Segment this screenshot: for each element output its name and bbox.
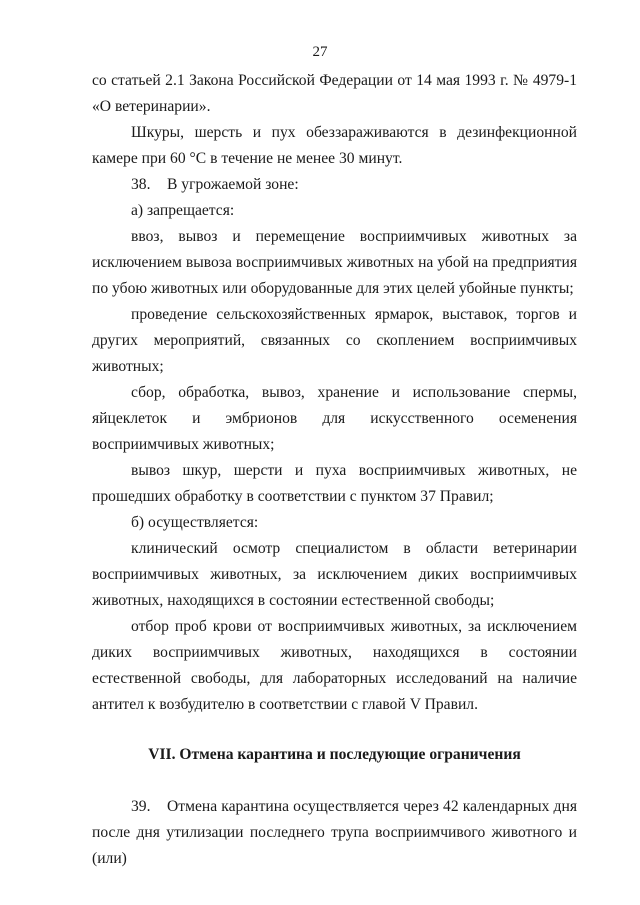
paragraph: проведение сельскохозяйственных ярмарок, выставок, торгов и других мероприятий, связанных со скоплением восприимчивых животных;	[92, 306, 577, 375]
section-heading: VII. Отмена карантина и последующие ограничения	[148, 746, 521, 763]
paragraph: а) запрещается:	[131, 202, 235, 219]
page-number: 27	[312, 44, 328, 60]
clause-text: В угрожаемой зоне:	[167, 176, 299, 193]
clause-number: 39.	[131, 798, 151, 815]
clause-number: 38.	[131, 176, 151, 193]
paragraph: Шкуры, шерсть и пух обеззараживаются в дезинфекционной камере при 60 °С в течение не менее 30 минут.	[92, 124, 577, 167]
paragraph: б) осуществляется:	[131, 514, 259, 531]
paragraph: сбор, обработка, вывоз, хранение и использование спермы, яйцеклеток и эмбрионов для искусственного осеменения восприимчивых животных;	[92, 384, 577, 453]
paragraph: со статьей 2.1 Закона Российской Федерации от 14 мая 1993 г. № 4979-1 «О ветеринарии».	[92, 72, 577, 115]
paragraph: вывоз шкур, шерсти и пуха восприимчивых животных, не прошедших обработку в соответствии с пунктом 37 Правил;	[92, 462, 577, 505]
paragraph-39	[92, 794, 577, 872]
paragraph: клинический осмотр специалистом в области ветеринарии восприимчивых животных, за исключением диких восприимчивых животных, находящихся в состоянии естественной свободы;	[92, 540, 577, 609]
paragraph: ввоз, вывоз и перемещение восприимчивых животных за исключением вывоза восприимчивых животных на убой на предприятия по убою животных или оборудованные для этих целей убойные пункты;	[92, 228, 577, 297]
clause-text: Отмена карантина осуществляется через 42 календарных дня после дня утилизации последнего трупа восприимчивого животного и (или)	[92, 798, 577, 867]
paragraph-38	[92, 172, 577, 198]
paragraph: отбор проб крови от восприимчивых животных, за исключением диких восприимчивых животных, находящихся в состоянии естественной свободы, для лабораторных исследований на наличие антител к возбудителю в соответствии с главой V Правил.	[92, 618, 577, 713]
document-body	[92, 68, 577, 872]
